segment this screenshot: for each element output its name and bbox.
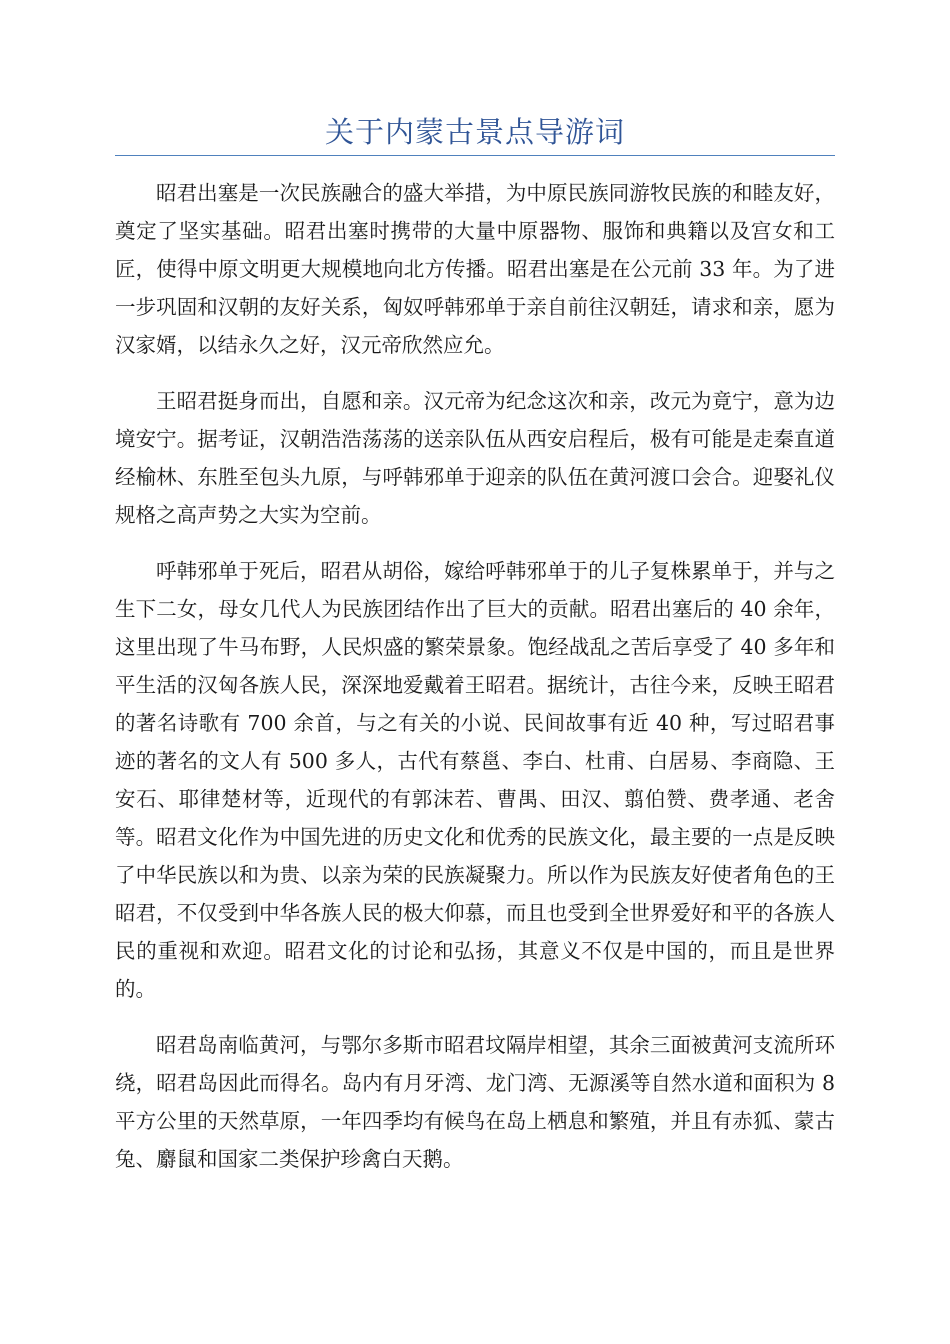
paragraph-4: 昭君岛南临黄河，与鄂尔多斯市昭君坟隔岸相望，其余三面被黄河支流所环绕，昭君岛因此而得名。岛内有月牙湾、龙门湾、无源溪等自然水道和面积为 8 平方公里的天然草原，一年四季均有候鸟在岛上栖息和繁殖，并且有赤狐、蒙古兔、麝鼠和国家二类保护珍禽白天鹅。 <box>115 1033 835 1171</box>
title-underline <box>115 155 835 156</box>
paragraph-2: 王昭君挺身而出，自愿和亲。汉元帝为纪念这次和亲，改元为竟宁，意为边境安宁。据考证，汉朝浩浩荡荡的送亲队伍从西安启程后，极有可能是走秦直道经榆林、东胜至包头九原，与呼韩邪单于迎亲的队伍在黄河渡口会合。迎娶礼仪规格之高声势之大实为空前。 <box>115 389 835 527</box>
document-body <box>115 174 835 1196</box>
paragraph-1: 昭君出塞是一次民族融合的盛大举措，为中原民族同游牧民族的和睦友好，奠定了坚实基础。昭君出塞时携带的大量中原器物、服饰和典籍以及宫女和工匠，使得中原文明更大规模地向北方传播。昭君出塞是在公元前 33 年。为了进一步巩固和汉朝的友好关系，匈奴呼韩邪单于亲自前往汉朝廷，请求和亲，愿为汉家婿，以结永久之好，汉元帝欣然应允。 <box>115 181 835 357</box>
paragraph-3: 呼韩邪单于死后，昭君从胡俗，嫁给呼韩邪单于的儿子复株累单于，并与之生下二女，母女几代人为民族团结作出了巨大的贡献。昭君出塞后的 40 余年，这里出现了牛马布野，人民炽盛的繁荣景象。饱经战乱之苦后享受了 40 多年和平生活的汉匈各族人民，深深地爱戴着王昭君。据统计，古往今来，反映王昭君的著名诗歌有 700 余首，与之有关的小说、民间故事有近 40 种，写过昭君事迹的著名的文人有 500 多人，古代有蔡邕、李白、杜甫、白居易、李商隐、王安石、耶律楚材等，近现代的有郭沫若、曹禺、田汉、翦伯赞、费孝通、老舍等。昭君文化作为中国先进的历史文化和优秀的民族文化，最主要的一点是反映了中华民族以和为贵、以亲为荣的民族凝聚力。所以作为民族友好使者角色的王昭君，不仅受到中华各族人民的极大仰慕，而且也受到全世界爱好和平的各族人民的重视和欢迎。昭君文化的讨论和弘扬，其意义不仅是中国的，而且是世界的。 <box>115 559 835 1001</box>
document-title: 关于内蒙古景点导游词 <box>324 115 625 149</box>
